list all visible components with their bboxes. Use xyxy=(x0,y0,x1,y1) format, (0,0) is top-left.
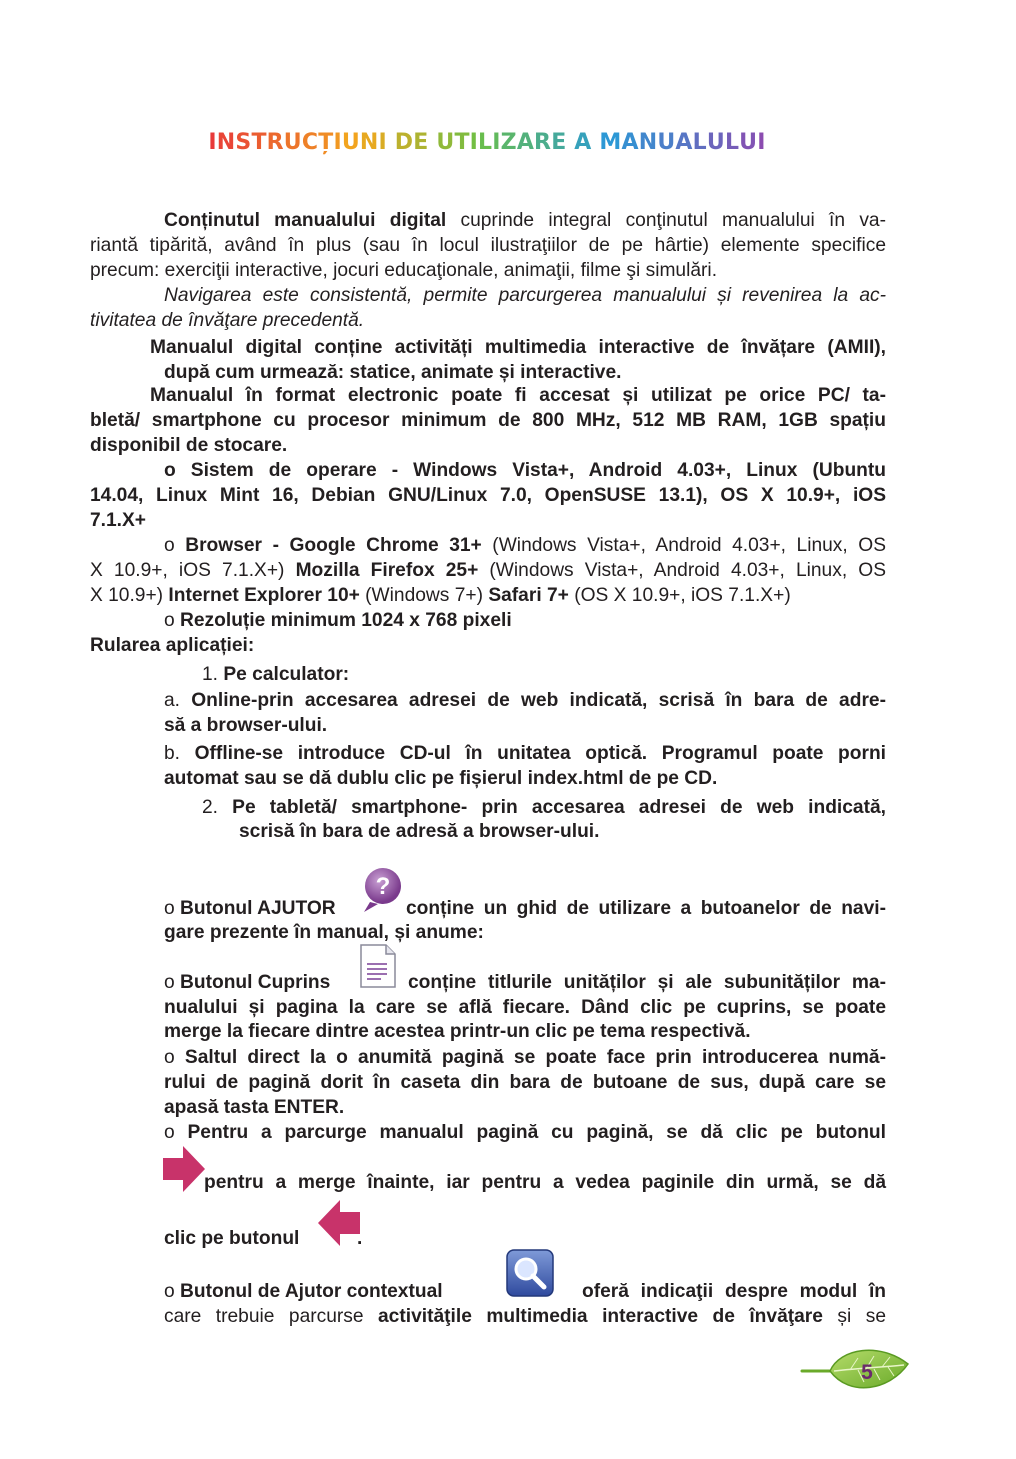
text-line: Conținutul manualului digital cuprinde integral conţinutul manualului în va- xyxy=(164,210,886,231)
text-line: nualului și pagina la care se află fiecare. Dând clic pe cuprins, se poate xyxy=(164,997,886,1018)
list-item: o Sistem de operare - Windows Vista+, Android 4.03+, Linux (Ubuntu xyxy=(164,460,886,481)
list-item: 2. Pe tabletă/ smartphone- prin accesarea adresei de web indicată, xyxy=(202,797,886,818)
document-icon xyxy=(358,943,398,989)
page-title-text: INSTRUCȚIUNI DE UTILIZARE A MANUALULUI xyxy=(208,130,766,155)
text-line: conține un ghid de utilizare a butoanelor de navi- xyxy=(406,898,886,919)
list-item: o Saltul direct la o anumită pagină se poate face prin introducerea numă- xyxy=(164,1047,886,1068)
text-line: o Butonul de Ajutor contextual xyxy=(164,1281,443,1302)
text-line: conține titlurile unităților și ale subunităților ma- xyxy=(408,972,886,993)
text-line: Manualul digital conține activități multimedia interactive de învățare (AMII), xyxy=(150,337,886,358)
text-line: tivitatea de învăţare precedentă. xyxy=(90,310,365,331)
search-icon xyxy=(506,1249,554,1297)
text-line: clic pe butonul xyxy=(164,1228,300,1249)
svg-text:?: ? xyxy=(375,873,391,900)
text-line: o Butonul AJUTOR xyxy=(164,898,336,919)
text-line: apasă tasta ENTER. xyxy=(164,1097,345,1118)
text-line: oferă indicaţii despre modul în xyxy=(582,1281,886,1302)
text-line: Manualul în format electronic poate fi accesat și utilizat pe orice PC/ ta- xyxy=(150,385,886,406)
text-line: Navigarea este consistentă, permite parcurgerea manualului și revenirea la ac- xyxy=(164,285,886,306)
text-line: X 10.9+, iOS 7.1.X+) Mozilla Firefox 25+ (Windows Vista+, Android 4.03+, Linux, OS xyxy=(90,560,886,581)
help-icon xyxy=(358,866,406,914)
list-item: o Rezoluție minimum 1024 x 768 pixeli xyxy=(164,610,512,631)
text-line: rului de pagină dorit în caseta din bara de butoane de sus, după care se xyxy=(164,1072,886,1093)
text-line: X 10.9+) Internet Explorer 10+ (Windows 7+) Safari 7+ (OS X 10.9+, iOS 7.1.X+) xyxy=(90,585,791,606)
text-line: 7.1.X+ xyxy=(90,510,147,531)
text-line: riantă tipărită, având în plus (sau în locul ilustraţiilor de pe hârtie) elemente specifice xyxy=(90,235,886,256)
text-line: după cum urmează: statice, animate și interactive. xyxy=(164,362,622,383)
text-line: automat sau se dă dublu clic pe fișierul index.html de pe CD. xyxy=(164,768,718,789)
page-title xyxy=(0,130,974,155)
text-line: . xyxy=(357,1228,363,1249)
list-item: o Pentru a parcurge manualul pagină cu pagină, se dă clic pe butonul xyxy=(164,1122,886,1143)
text-line: bletă/ smartphone cu procesor minimum de 800 MHz, 512 MB RAM, 1GB spațiu xyxy=(90,410,886,431)
page-number: 5 xyxy=(861,1361,873,1384)
arrow-right-icon xyxy=(163,1146,207,1192)
text-line: precum: exerciţii interactive, jocuri educaţionale, animaţii, filme şi simulări. xyxy=(90,260,718,281)
arrow-left-icon xyxy=(316,1200,360,1246)
text-line: să a browser-ului. xyxy=(164,715,328,736)
list-item: o Browser - Google Chrome 31+ (Windows Vista+, Android 4.03+, Linux, OS xyxy=(164,535,887,556)
text-line: scrisă în bara de adresă a browser-ului. xyxy=(239,821,600,842)
text-line: care trebuie parcurse activităţile multimedia interactive de învăţare și se xyxy=(164,1306,886,1327)
text-line: merge la fiecare dintre acestea printr-un clic pe tema respectivă. xyxy=(164,1021,751,1042)
list-item: b. Offline-se introduce CD-ul în unitatea optică. Programul poate porni xyxy=(164,743,886,764)
text-line: gare prezente în manual, și anume: xyxy=(164,922,484,943)
text-line: disponibil de stocare. xyxy=(90,435,288,456)
section-heading: Rularea aplicației: xyxy=(90,635,255,656)
text-line: pentru a merge înainte, iar pentru a vedea paginile din urmă, se dă xyxy=(204,1172,886,1193)
list-item: 1. Pe calculator: xyxy=(202,664,350,685)
text-line: 14.04, Linux Mint 16, Debian GNU/Linux 7.0, OpenSUSE 13.1), OS X 10.9+, iOS xyxy=(90,485,886,506)
list-item: a. Online-prin accesarea adresei de web indicată, scrisă în bara de adre- xyxy=(164,690,886,711)
text-line: o Butonul Cuprins xyxy=(164,972,331,993)
